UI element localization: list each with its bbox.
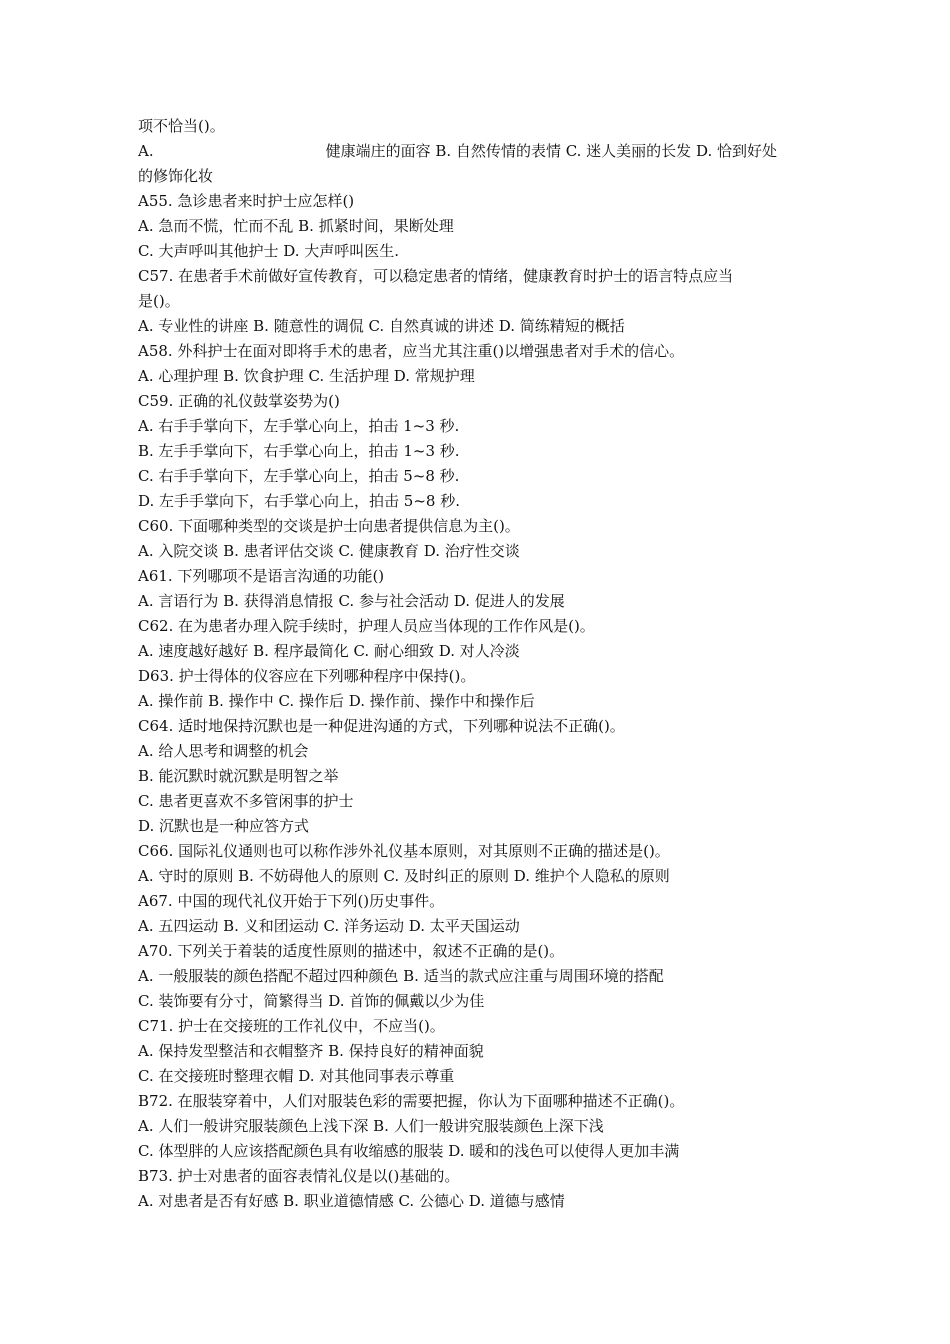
text-line: A. 专业性的讲座 B. 随意性的调侃 C. 自然真诚的讲述 D. 简练精短的概括 [138, 317, 625, 335]
text-line: 项不恰当()。 [138, 117, 225, 135]
question-line: A58. 外科护士在面对即将手术的患者，应当尤其注重()以增强患者对手术的信心。 [138, 342, 685, 360]
text-line: A. 人们一般讲究服装颜色上浅下深 B. 人们一般讲究服装颜色上深下浅 [138, 1117, 604, 1135]
text-line: C. 装饰要有分寸，简繁得当 D. 首饰的佩戴以少为佳 [138, 992, 485, 1010]
text-line: 的修饰化妆 [138, 167, 214, 185]
text-line: A. 给人思考和调整的机会 [138, 742, 309, 760]
text-line: A. 保持发型整洁和衣帽整齐 B. 保持良好的精神面貌 [138, 1042, 484, 1060]
text-line: A. 右手手掌向下，左手掌心向上，拍击 1~3 秒. [138, 417, 460, 435]
question-line: B73. 护士对患者的面容表情礼仪是以()基础的。 [138, 1167, 460, 1185]
question-line: D63. 护士得体的仪容应在下列哪种程序中保持()。 [138, 667, 476, 685]
text-line: C. 体型胖的人应该搭配颜色具有收缩感的服装 D. 暖和的浅色可以使得人更加丰满 [138, 1142, 680, 1160]
question-line: B72. 在服装穿着中，人们对服装色彩的需要把握，你认为下面哪种描述不正确()。 [138, 1092, 685, 1110]
text-line: A. 心理护理 B. 饮食护理 C. 生活护理 D. 常规护理 [138, 367, 475, 385]
text-line [138, 139, 818, 164]
option-label: A. [138, 142, 154, 160]
document-text [138, 114, 818, 1214]
question-line: C57. 在患者手术前做好宣传教育，可以稳定患者的情绪，健康教育时护士的语言特点应当 [138, 267, 734, 285]
text-line: C. 大声呼叫其他护士 D. 大声呼叫医生. [138, 242, 400, 260]
option-text: 健康端庄的面容 B. 自然传情的表情 C. 迷人美丽的长发 D. 恰到好处 [325, 142, 777, 160]
text-line: B. 能沉默时就沉默是明智之举 [138, 767, 339, 785]
text-line: C. 患者更喜欢不多管闲事的护士 [138, 792, 354, 810]
text-line: C. 右手手掌向下，左手掌心向上，拍击 5~8 秒. [138, 467, 460, 485]
text-line: C. 在交接班时整理衣帽 D. 对其他同事表示尊重 [138, 1067, 455, 1085]
text-line: A. 对患者是否有好感 B. 职业道德情感 C. 公德心 D. 道德与感情 [138, 1192, 565, 1210]
question-line: A70. 下列关于着装的适度性原则的描述中，叙述不正确的是()。 [138, 942, 565, 960]
text-line: A. 言语行为 B. 获得消息情报 C. 参与社会活动 D. 促进人的发展 [138, 592, 565, 610]
text-line: A. 守时的原则 B. 不妨碍他人的原则 C. 及时纠正的原则 D. 维护个人隐私的原则 [138, 867, 670, 885]
text-line: A. 一般服装的颜色搭配不超过四种颜色 B. 适当的款式应注重与周围环境的搭配 [138, 967, 664, 985]
question-line: C59. 正确的礼仪鼓掌姿势为() [138, 392, 340, 410]
spacing [154, 139, 326, 164]
text-line: D. 沉默也是一种应答方式 [138, 817, 310, 835]
question-line: C60. 下面哪种类型的交谈是护士向患者提供信息为主()。 [138, 517, 520, 535]
question-line: C71. 护士在交接班的工作礼仪中，不应当()。 [138, 1017, 445, 1035]
question-line: A67. 中国的现代礼仪开始于下列()历史事件。 [138, 892, 445, 910]
question-line: C62. 在为患者办理入院手续时，护理人员应当体现的工作作风是()。 [138, 617, 595, 635]
question-line: C66. 国际礼仪通则也可以称作涉外礼仪基本原则，对其原则不正确的描述是()。 [138, 842, 670, 860]
text-line: 是()。 [138, 292, 180, 310]
question-line: C64. 适时地保持沉默也是一种促进沟通的方式，下列哪种说法不正确()。 [138, 717, 625, 735]
text-line: A. 操作前 B. 操作中 C. 操作后 D. 操作前、操作中和操作后 [138, 692, 535, 710]
text-line: A. 急而不慌，忙而不乱 B. 抓紧时间，果断处理 [138, 217, 454, 235]
text-line: B. 左手手掌向下，右手掌心向上，拍击 1~3 秒. [138, 442, 460, 460]
question-line: A61. 下列哪项不是语言沟通的功能() [138, 567, 385, 585]
text-line: A. 入院交谈 B. 患者评估交谈 C. 健康教育 D. 治疗性交谈 [138, 542, 520, 560]
question-line: A55. 急诊患者来时护士应怎样() [138, 192, 355, 210]
text-line: D. 左手手掌向下，右手掌心向上，拍击 5~8 秒. [138, 492, 460, 510]
text-line: A. 五四运动 B. 义和团运动 C. 洋务运动 D. 太平天国运动 [138, 917, 520, 935]
text-line: A. 速度越好越好 B. 程序最简化 C. 耐心细致 D. 对人冷淡 [138, 642, 520, 660]
